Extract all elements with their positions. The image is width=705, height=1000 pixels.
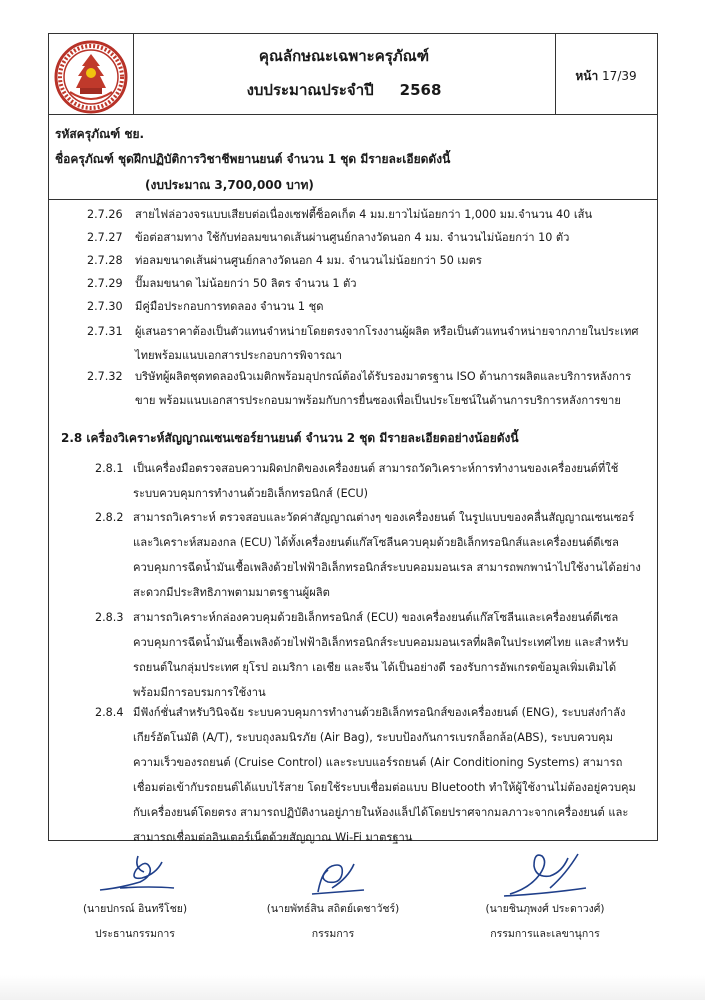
signatory-role: กรรมการ bbox=[311, 928, 355, 940]
spec-item-number: 2.8.2 bbox=[95, 511, 124, 524]
page-value: 17/39 bbox=[602, 69, 637, 83]
equipment-info bbox=[48, 115, 658, 200]
spec-item-text-line: ระบบควบคุมการทำงานด้วยอิเล็กทรอนิกส์ (ECU) bbox=[133, 487, 369, 500]
spec-item-text-line: เชื่อมต่อเข้ากับรถยนต์ได้แบบไร้สาย โดยใช้ระบบเชื่อมต่อแบบ Bluetooth ทำให้ผู้ใช้งานไม่ต้องอยู่ควบคุม bbox=[133, 781, 636, 794]
budget-year: 2568 bbox=[399, 81, 442, 99]
spec-item-number: 2.7.31 bbox=[87, 325, 123, 338]
signature-block-member bbox=[258, 848, 408, 942]
spec-item-text-line: ท่อลมขนาดเส้นผ่านศูนย์กลางวัดนอก 4 มม. จำนวนไม่น้อยกว่า 50 เมตร bbox=[135, 254, 482, 267]
signatory-role: กรรมการและเลขานุการ bbox=[490, 928, 600, 940]
spec-item-number: 2.8.1 bbox=[95, 462, 124, 475]
spec-item-text-line: มีฟังก์ชั่นสำหรับวินิจฉัย ระบบควบคุมการทำงานด้วยอิเล็กทรอนิกส์ของเครื่องยนต์ (ENG), ระบบส่งกำลัง bbox=[133, 706, 626, 719]
signatory-role: ประธานกรรมการ bbox=[95, 928, 175, 940]
spec-item-text-line: สะดวกมีประสิทธิภาพตามมาตรฐานผู้ผลิต bbox=[133, 586, 330, 599]
spec-item-text-line: บริษัทผู้ผลิตชุดทดลองนิวเมติกพร้อมอุปกรณ์ต้องได้รับรองมาตรฐาน ISO ด้านการผลิตและบริการหลังการ bbox=[135, 370, 632, 383]
document-header bbox=[48, 33, 658, 115]
signature-scribble bbox=[490, 848, 600, 898]
logo-cell bbox=[49, 34, 134, 114]
budget-year-line bbox=[133, 78, 555, 102]
page-label: หน้า bbox=[575, 69, 599, 83]
signatory-name: (นายพัทธ์สิน สถิตย์เดชาวัชร์) bbox=[266, 903, 400, 915]
spec-item-number: 2.7.27 bbox=[87, 231, 123, 244]
spec-item-number: 2.7.29 bbox=[87, 277, 123, 290]
equipment-name: ชื่อครุภัณฑ์ ชุดฝึกปฏิบัติการวิชาชีพยานยนต์ จำนวน 1 ชุด มีรายละเอียดดังนี้ bbox=[55, 152, 451, 166]
spec-item-text-line: ไทยพร้อมแนบเอกสารประกอบการพิจารณา bbox=[135, 349, 343, 362]
page-number-cell bbox=[555, 34, 657, 114]
document-title: คุณลักษณะเฉพาะครุภัณฑ์ bbox=[258, 47, 430, 65]
spec-item-text-line: ควบคุมการฉีดน้ำมันเชื้อเพลิงด้วยไฟฟ้าอิเล็กทรอนิกส์ระบบคอมมอนเรลที่ผลิตในประเทศไทย และสำหรับ bbox=[133, 636, 629, 649]
spec-item-text-line: ข้อต่อสามทาง ใช้กับท่อลมขนาดเส้นผ่านศูนย์กลางวัดนอก 4 มม. จำนวนไม่น้อยกว่า 10 ตัว bbox=[135, 231, 570, 244]
section-2-8-heading: 2.8 เครื่องวิเคราะห์สัญญาณเซนเซอร์ยานยนต์ จำนวน 2 ชุด มีรายละเอียดอย่างน้อยดังนี้ bbox=[61, 431, 519, 445]
vocational-education-seal-icon bbox=[54, 40, 128, 114]
signature-block-chairman bbox=[70, 848, 200, 942]
budget-year-label: งบประมาณประจำปี bbox=[246, 81, 374, 99]
signature-block-secretary bbox=[470, 848, 620, 942]
spec-item-text-line: ความเร็วของรถยนต์ (Cruise Control) และระบบแอร์รถยนต์ (Air Conditioning Systems) สามารถ bbox=[133, 756, 623, 769]
spec-item-text-line: เกียร์อัตโนมัติ (A/T), ระบบถุงลมนิรภัย (Air Bag), ระบบป้องกันการเบรกล็อกล้อ(ABS), ระบบควบคุม bbox=[133, 731, 613, 744]
signature-scribble bbox=[90, 848, 180, 898]
equipment-code: รหัสครุภัณฑ์ ชย. bbox=[55, 127, 145, 141]
spec-item-text-line: ควบคุมการฉีดน้ำมันเชื้อเพลิงด้วยไฟฟ้าอิเล็กทรอนิกส์ระบบคอมมอนเรล สามารถพกพานำไปใช้งานได้อย่าง bbox=[133, 561, 641, 574]
spec-item-number: 2.8.4 bbox=[95, 706, 124, 719]
signatory-name: (นายปกรณ์ อินทรีโชย) bbox=[82, 903, 188, 915]
equipment-budget: (งบประมาณ 3,700,000 บาท) bbox=[145, 178, 314, 192]
spec-item-text-line: และวิเคราะห์สมองกล (ECU) ได้ทั้งเครื่องยนต์แก๊สโซลีนควบคุมด้วยอิเล็กทรอนิกส์และเครื่องยนต์ดีเซล bbox=[133, 536, 619, 549]
spec-item-text-line: สามารถเชื่อมต่ออินเตอร์เน็ตด้วยสัญญาณ Wi-Fi มาตรฐาน bbox=[133, 831, 413, 844]
spec-item-text-line: สามารถวิเคราะห์ ตรวจสอบและวัดค่าสัญญาณต่างๆ ของเครื่องยนต์ ในรูปแบบของคลื่นสัญญาณเซนเซอร์ bbox=[133, 511, 635, 524]
specification-body bbox=[48, 200, 658, 844]
spec-item-number: 2.7.32 bbox=[87, 370, 123, 383]
spec-item-number: 2.7.26 bbox=[87, 208, 123, 221]
spec-item-text-line: มีคู่มือประกอบการทดลอง จำนวน 1 ชุด bbox=[135, 300, 324, 313]
spec-item-text-line: กับเครื่องยนต์โดยตรง สามารถปฏิบัติงานอยู่ภายในห้องแล็ปได้โดยปราศจากมลภาวะจากเครื่องยนต์ และ bbox=[133, 806, 629, 819]
spec-item-text-line: ผู้เสนอราคาต้องเป็นตัวแทนจำหน่ายโดยตรงจากโรงงานผู้ผลิต หรือเป็นตัวแทนจำหน่ายจากภายในประเทศ bbox=[135, 325, 639, 338]
spec-item-text-line: สายไฟล่อวงจรแบบเสียบต่อเนื่องเซฟตี้ซ็อคเก็ต 4 มม.ยาวไม่น้อยกว่า 1,000 มม.จำนวน 40 เส้น bbox=[135, 208, 593, 221]
page-bottom-edge bbox=[0, 975, 705, 1000]
spec-item-text-line: สามารถวิเคราะห์กล่องควบคุมด้วยอิเล็กทรอนิกส์ (ECU) ของเครื่องยนต์แก๊สโซลีนและเครื่องยนต์ดีเซล bbox=[133, 611, 619, 624]
spec-item-number: 2.8.3 bbox=[95, 611, 124, 624]
spec-item-text-line: ปั๊มลมขนาด ไม่น้อยกว่า 50 ลิตร จำนวน 1 ตัว bbox=[135, 277, 357, 290]
page-number bbox=[555, 67, 657, 86]
spec-item-number: 2.7.28 bbox=[87, 254, 123, 267]
signatory-name: (นายชินภุพงศ์ ประดาวงศ์) bbox=[485, 903, 605, 915]
spec-item-text-line: เป็นเครื่องมือตรวจสอบความผิดปกติของเครื่องยนต์ สามารถวัดวิเคราะห์การทำงานของเครื่องยนต์ที่ใช้ bbox=[133, 462, 619, 475]
signature-scribble bbox=[288, 848, 378, 898]
title-cell bbox=[133, 34, 556, 114]
spec-item-text-line: พร้อมมีการอบรมการใช้งาน bbox=[133, 686, 266, 699]
spec-item-number: 2.7.30 bbox=[87, 300, 123, 313]
spec-item-text-line: รถยนต์ในกลุ่มประเทศ ยุโรป อเมริกา เอเชีย และจีน ได้เป็นอย่างดี รองรับการอัพเกรดข้อมูลเพิ่มเติมได้ bbox=[133, 661, 617, 674]
spec-item-text-line: ขาย พร้อมแนบเอกสารประกอบมาพร้อมกับการยื่นซองเพื่อเป็นประโยชน์ในด้านการบริการหลังการขาย bbox=[135, 394, 621, 407]
